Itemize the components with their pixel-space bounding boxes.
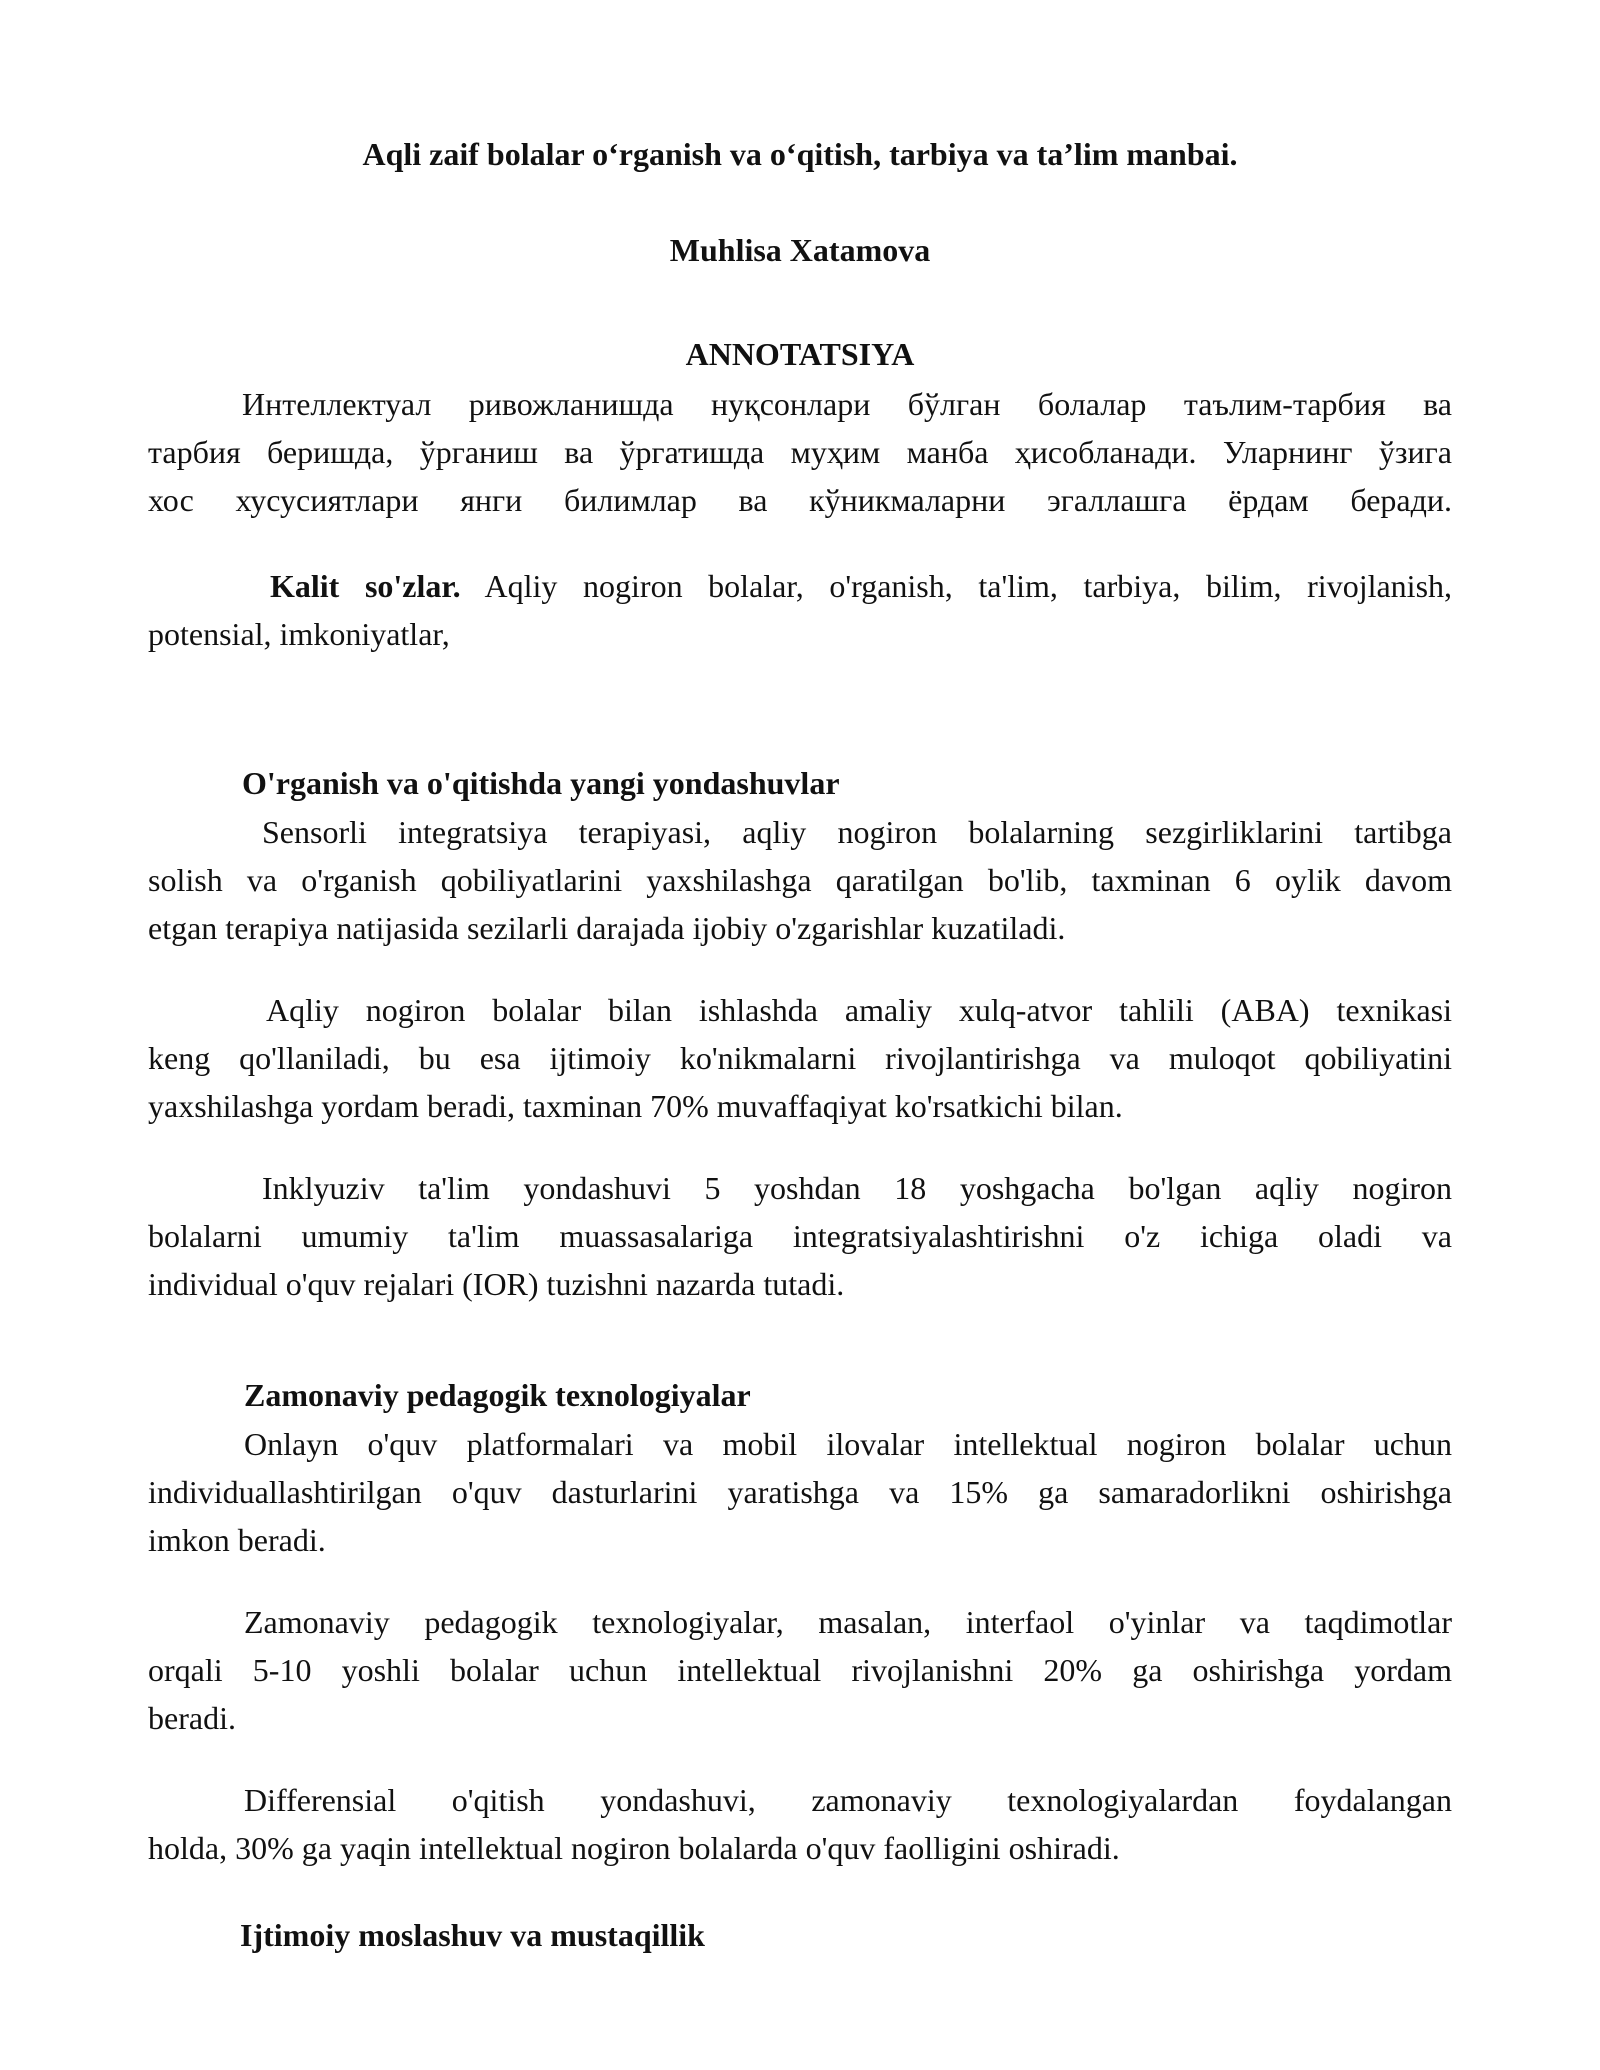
paragraph-line: etgan terapiya natijasida sezilarli darajada ijobiy o'zgarishlar kuzatiladi. [148,910,1066,946]
section-heading-modern-technologies: Zamonaviy pedagogik texnologiyalar [244,1377,751,1413]
annotation-line: тарбия беришда, ўрганиш ва ўргатишда муҳим манба ҳисобланади. Уларнинг ўзига [148,434,1452,470]
annotation-line: Интеллектуал ривожланишда нуқсонлари бўлган болалар таълим-тарбия ва [242,386,1452,422]
paragraph-line: bolalarni umumiy ta'lim muassasalariga integratsiyalashtirishni o'z ichiga oladi va [148,1218,1452,1254]
section-heading-new-approaches: O'rganish va o'qitishda yangi yondashuvlar [242,765,840,801]
section1-paragraph [148,986,1452,1130]
section-heading-social-adaptation: Ijtimoiy moslashuv va mustaqillik [240,1917,705,1953]
paragraph-line: yaxshilashga yordam beradi, taxminan 70% muvaffaqiyat ko'rsatkichi bilan. [148,1088,1123,1124]
paragraph-line: Aqliy nogiron bolalar bilan ishlashda amaliy xulq-atvor tahlili (ABA) texnikasi [266,992,1452,1028]
keywords-line: potensial, imkoniyatlar, [148,616,450,652]
annotation-paragraph [148,380,1452,524]
section2-paragraph [148,1420,1452,1564]
paragraph-line: keng qo'llaniladi, bu esa ijtimoiy ko'nikmalarni rivojlantirishga va muloqot qobiliyatini [148,1040,1452,1076]
section1-paragraph [148,808,1452,952]
paragraph-line: orqali 5-10 yoshli bolalar uchun intellektual rivojlanishni 20% ga oshirishga yordam [148,1652,1452,1688]
annotation-heading: ANNOTATSIYA [685,336,915,372]
section2-paragraph [148,1776,1452,1872]
paragraph-line: holda, 30% ga yaqin intellektual nogiron bolalarda o'quv faolligini oshiradi. [148,1830,1120,1866]
paragraph-line: Sensorli integratsiya terapiyasi, aqliy nogiron bolalarning sezgirliklarini tartibga [262,814,1452,850]
paragraph-line: Zamonaviy pedagogik texnologiyalar, masalan, interfaol o'yinlar va taqdimotlar [244,1604,1452,1640]
author-name: Muhlisa Xatamova [669,232,931,268]
paragraph-line: Onlayn o'quv platformalari va mobil ilovalar intellektual nogiron bolalar uchun [244,1426,1452,1462]
paragraph-line: solish va o'rganish qobiliyatlarini yaxshilashga qaratilgan bo'lib, taxminan 6 oylik davom [148,862,1452,898]
paragraph-line: individuallashtirilgan o'quv dasturlarini yaratishga va 15% ga samaradorlikni oshirishga [148,1474,1452,1510]
keywords-label: Kalit so'zlar. [270,568,461,604]
paragraph-line: imkon beradi. [148,1522,326,1558]
keywords-line: Aqliy nogiron bolalar, o'rganish, ta'lim, tarbiya, bilim, rivojlanish, [484,568,1453,604]
section2-paragraph [148,1598,1452,1742]
keywords-paragraph [148,562,1452,658]
section1-paragraph [148,1164,1452,1308]
paragraph-line: Differensial o'qitish yondashuvi, zamonaviy texnologiyalardan foydalangan [244,1782,1452,1818]
document-page [148,0,1452,2070]
paragraph-line: Inklyuziv ta'lim yondashuvi 5 yoshdan 18 yoshgacha bo'lgan aqliy nogiron [262,1170,1452,1206]
document-title: Aqli zaif bolalar o‘rganish va o‘qitish, tarbiya va ta’lim manbai. [362,136,1238,172]
paragraph-line: beradi. [148,1700,236,1736]
paragraph-line: individual o'quv rejalari (IOR) tuzishni nazarda tutadi. [148,1266,845,1302]
annotation-line: хос хусусиятлари янги билимлар ва кўникмаларни эгаллашга ёрдам беради. [148,482,1452,518]
